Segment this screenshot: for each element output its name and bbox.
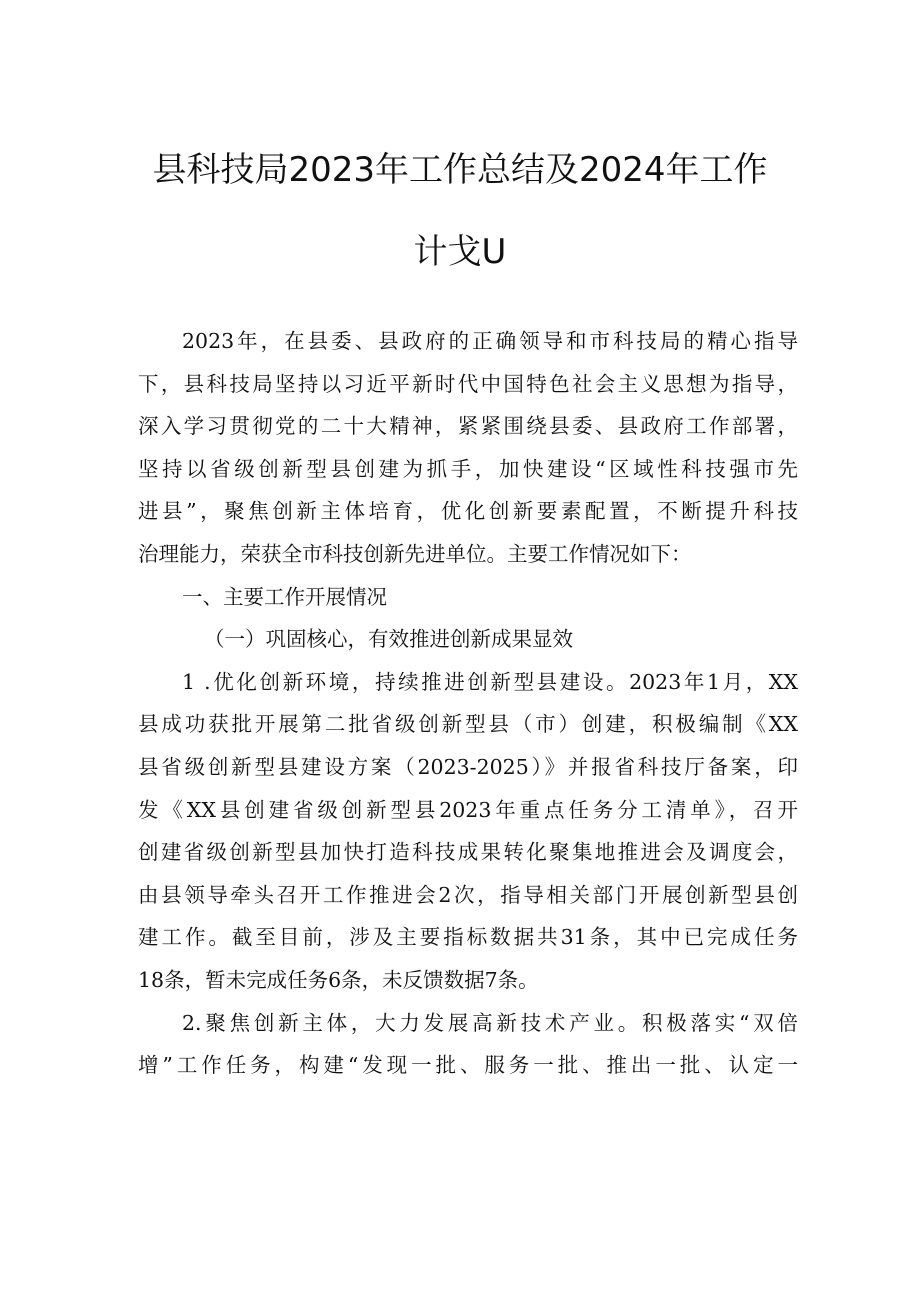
paragraph-1-line-3: 深入学习贯彻党的二十大精神，紧紧围绕县委、县政府工作部署， <box>138 414 798 439</box>
item-1-line-2: 县成功获批开展第二批省级创新型县（市）创建，积极编制《XX <box>138 712 798 737</box>
document-body <box>138 320 798 1087</box>
paragraph-1-line-4: 坚持以省级创新型县创建为抓手，加快建设“区域性科技强市先 <box>138 456 798 481</box>
item-2-line-1: 2.聚焦创新主体，大力发展高新技术产业。积极落实“双倍 <box>182 1010 798 1035</box>
item-1-line-4: 发《XX县创建省级创新型县2023年重点任务分工清单》，召开 <box>138 797 798 822</box>
paragraph-1-line-2: 下，县科技局坚持以习近平新时代中国特色社会主义思想为指导， <box>138 371 798 396</box>
section-heading-1: 一、主要工作开展情况 <box>182 584 387 609</box>
document-title-line-1: 县科技局2023年工作总结及2024年工作 <box>152 150 768 190</box>
paragraph-1-line-5: 进县”，聚焦创新主体培育，优化创新要素配置，不断提升科技 <box>138 499 798 524</box>
paragraph-1-line-1: 2023年，在县委、县政府的正确领导和市科技局的精心指导 <box>182 329 798 353</box>
item-1-line-8: 18条，暂未完成任务6条，未反馈数据7条。 <box>138 967 539 992</box>
item-1-line-1: 1 .优化创新环境，持续推进创新型县建设。2023年1月，XX <box>182 669 798 694</box>
item-2-line-2: 增”工作任务，构建“发现一批、服务一批、推出一批、认定一 <box>138 1053 798 1078</box>
paragraph-1-line-6: 治理能力，荣获全市科技创新先进单位。主要工作情况如下： <box>138 541 692 566</box>
item-1-line-5: 创建省级创新型县加快打造科技成果转化聚集地推进会及调度会， <box>138 840 798 865</box>
item-1-line-6: 由县领导牵头召开工作推进会2次，指导相关部门开展创新型县创 <box>138 882 798 907</box>
subsection-heading-1: （一）巩固核心，有效推进创新成果显效 <box>204 627 573 652</box>
item-1-line-7: 建工作。截至目前，涉及主要指标数据共31条，其中已完成任务 <box>138 925 798 950</box>
item-1-line-3: 县省级创新型县建设方案（2023-2025）》并报省科技厅备案，印 <box>138 754 798 779</box>
document-title-line-2: 计戈U <box>413 232 507 272</box>
